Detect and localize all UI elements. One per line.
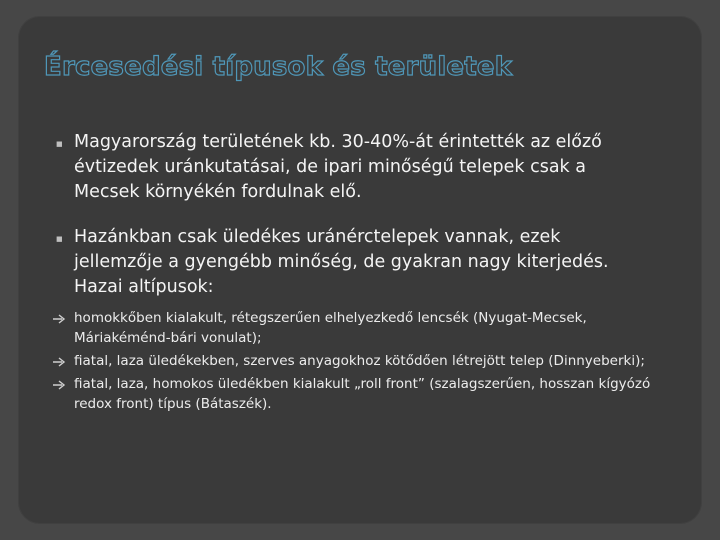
sub-bullet-item [22,308,662,348]
small-bullet-icon: ■ [56,235,63,243]
bullet-text: Magyarország területének kb. 30-40%-át érintették az előző évtizedek uránkutatásai, de ipari minőségű telepek csak a Mecsek környékén fordulnak elő. [74,132,602,202]
sub-bullet-text: fiatal, laza üledékekben, szerves anyagokhoz kötődően létrejött telep (Dinnyeberki); [74,353,645,369]
slide-title: Ércesedési típusok és területek [44,52,513,82]
small-bullet-icon: ■ [56,140,63,148]
arrow-bullet-icon [52,357,68,367]
bullet-text: Hazánkban csak üledékes uránérctelepek vannak, ezek jellemzője a gyengébb minőség, de gyakran nagy kiterjedés. Hazai altípusok: [74,227,609,297]
bullet-item [48,130,618,205]
sub-bullet-item [22,351,662,371]
bullet-list [48,130,651,417]
bullet-item [48,225,618,300]
sub-bullet-item [22,374,662,414]
sub-bullet-text: fiatal, laza, homokos üledékben kialakult „roll front” (szalagszerűen, hosszan kígyózó redox front) típus (Bátaszék). [74,376,651,412]
arrow-bullet-icon [52,314,68,324]
arrow-bullet-icon [52,380,68,390]
sub-bullet-text: homokkőben kialakult, rétegszerűen elhelyezkedő lencsék (Nyugat-Mecsek, Máriakéménd-bári vonulat); [74,310,587,346]
